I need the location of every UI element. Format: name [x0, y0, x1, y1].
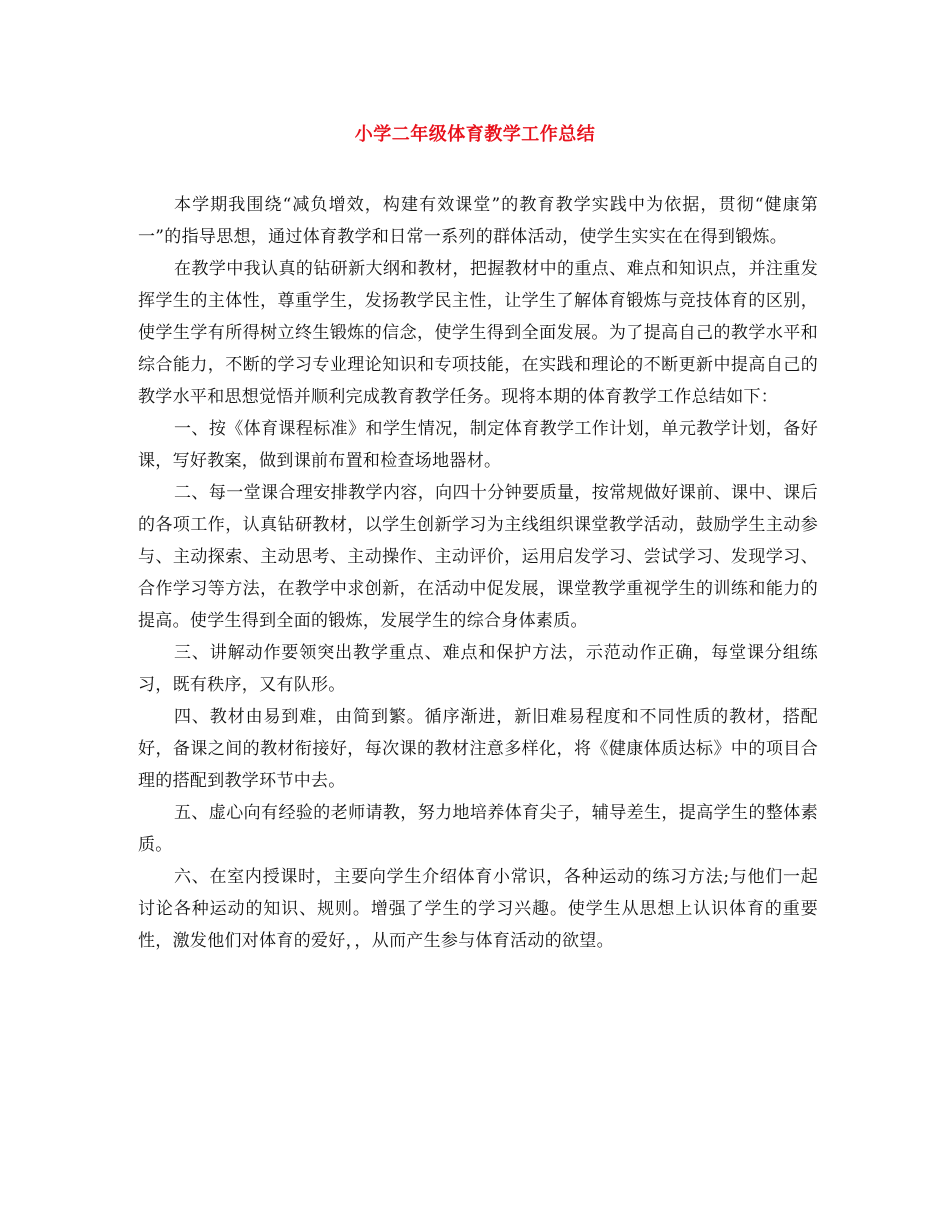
- paragraph-item-1: 一、按《体育课程标准》和学生情况，制定体育教学工作计划，单元教学计划，备好课，写好教案，做到课前布置和检查场地器材。: [138, 419, 818, 471]
- document-body: [138, 189, 818, 957]
- paragraph-item-6: 六、在室内授课时，主要向学生介绍体育小常识，各种运动的练习方法;与他们一起讨论各种运动的知识、规则。增强了学生的学习兴趣。使学生从思想上认识体育的重要性，激发他们对体育的爱好，，从而产生参与体育活动的欲望。: [138, 867, 818, 951]
- paragraph-item-4: 四、教材由易到难，由简到繁。循序渐进，新旧难易程度和不同性质的教材，搭配好，备课之间的教材衔接好，每次课的教材注意多样化，将《健康体质达标》中的项目合理的搭配到教学环节中去。: [138, 707, 818, 791]
- paragraph-intro: 本学期我围绕“减负增效，构建有效课堂”的教育教学实践中为依据，贯彻“健康第一”的指导思想，通过体育教学和日常一系列的群体活动，使学生实实在在得到锻炼。: [138, 195, 818, 247]
- paragraph-item-5: 五、虚心向有经验的老师请教，努力地培养体育尖子，辅导差生，提高学生的整体素质。: [138, 803, 818, 855]
- paragraph-item-2: 二、每一堂课合理安排教学内容，向四十分钟要质量，按常规做好课前、课中、课后的各项工作，认真钻研教材，以学生创新学习为主线组织课堂教学活动，鼓励学生主动参与、主动探索、主动思考、主动操作、主动评价，运用启发学习、尝试学习、发现学习、合作学习等方法，在教学中求创新，在活动中促发展，课堂教学重视学生的训练和能力的提高。使学生得到全面的锻炼，发展学生的综合身体素质。: [138, 483, 818, 631]
- paragraph-teaching: 在教学中我认真的钻研新大纲和教材，把握教材中的重点、难点和知识点，并注重发挥学生的主体性，尊重学生，发扬教学民主性，让学生了解体育锻炼与竞技体育的区别，使学生学有所得树立终生锻炼的信念，使学生得到全面发展。为了提高自己的教学水平和综合能力，不断的学习专业理论知识和专项技能，在实践和理论的不断更新中提高自己的教学水平和思想觉悟并顺利完成教育教学任务。现将本期的体育教学工作总结如下：: [138, 259, 818, 407]
- paragraph-item-3: 三、讲解动作要领突出教学重点、难点和保护方法，示范动作正确，每堂课分组练习，既有秩序，又有队形。: [138, 643, 818, 695]
- document-title: 小学二年级体育教学工作总结: [354, 124, 596, 145]
